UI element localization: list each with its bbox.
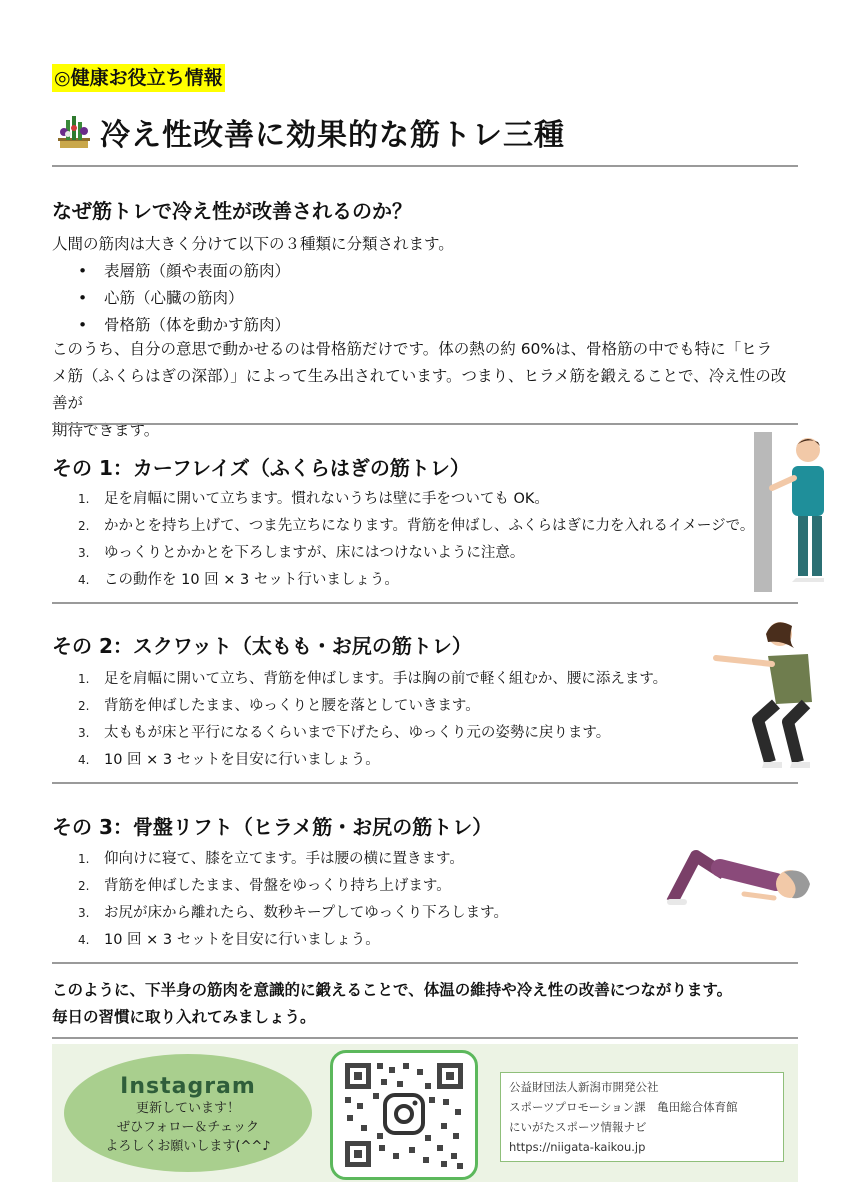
intro-body: [52, 336, 798, 444]
footer-panel: [52, 1044, 798, 1182]
org-site-name: にいがたスポーツ情報ナビ: [509, 1120, 647, 1134]
list-item: 4. 10 回 × 3 セットを目安に行いましょう。: [78, 932, 380, 948]
intro-lead: 人間の筋肉は大きく分けて以下の３種類に分類されます。: [52, 235, 454, 253]
instagram-line: 更新しています！: [135, 1101, 240, 1116]
closing-line: このように、下半身の筋肉を意識的に鍛えることで、体温の維持や冷え性の改善につながります。: [52, 981, 733, 999]
section-2-heading: その 2：スクワット（太もも・お尻の筋トレ）: [52, 634, 472, 658]
list-item: • 骨格筋（体を動かす筋肉）: [78, 312, 290, 339]
squat-illustration: [712, 612, 824, 772]
org-name: 公益財団法人新潟市開発公社: [509, 1080, 659, 1094]
title-row: [56, 110, 565, 154]
org-url-link[interactable]: https://niigata-kaikou.jp: [509, 1140, 646, 1154]
list-item: 1. 足を肩幅に開いて立ち、背筋を伸ばします。手は胸の前で軽く組むか、腰に添えます。: [78, 671, 668, 687]
list-item: 4. この動作を 10 回 × 3 セット行いましょう。: [78, 572, 399, 588]
qr-code-frame[interactable]: [330, 1050, 478, 1180]
divider: [52, 962, 798, 964]
calf-raise-illustration: [752, 432, 836, 592]
page-title: 冷え性改善に効果的な筋トレ三種: [100, 118, 565, 153]
section-3-steps: [78, 846, 508, 954]
section-1-heading: その 1：カーフレイズ（ふくらはぎの筋トレ）: [52, 456, 470, 480]
instagram-line: ぜひフォロー＆チェック: [117, 1120, 259, 1135]
divider: [52, 602, 798, 604]
list-item: 2. 背筋を伸ばしたまま、骨盤をゆっくり持ち上げます。: [78, 878, 451, 894]
instagram-line: よろしくお願いします(^^♪: [105, 1139, 271, 1154]
list-item: 2. かかとを持ち上げて、つま先立ちになります。背筋を伸ばし、ふくらはぎに力を入れるイメージで。: [78, 518, 755, 534]
intro-heading: なぜ筋トレで冷え性が改善されるのか？: [52, 199, 412, 223]
intro-body-line: このうち、自分の意思で動かせるのは骨格筋だけです。体の熱の約 60%は、骨格筋の中でも特に「ヒラ: [52, 340, 773, 358]
list-item: • 表層筋（顔や表面の筋肉）: [78, 258, 290, 285]
pelvic-lift-illustration: [664, 846, 812, 908]
kadomatsu-icon: [56, 114, 92, 150]
divider: [52, 1037, 798, 1039]
instagram-title: Instagram: [120, 1074, 256, 1099]
divider: [52, 423, 798, 425]
section-3-heading: その 3：骨盤リフト（ヒラメ筋・お尻の筋トレ）: [52, 815, 493, 839]
list-item: 1. 足を肩幅に開いて立ちます。慣れないうちは壁に手をついても OK。: [78, 491, 549, 507]
list-item: 3. 太ももが床と平行になるくらいまで下げたら、ゆっくり元の姿勢に戻ります。: [78, 725, 611, 741]
list-item: 3. お尻が床から離れたら、数秒キープしてゆっくり下ろします。: [78, 905, 508, 921]
instagram-bubble: [64, 1054, 312, 1172]
list-item: 1. 仰向けに寝て、膝を立てます。手は腰の横に置きます。: [78, 851, 464, 867]
organization-info: [500, 1072, 784, 1162]
section-2-steps: [78, 666, 667, 774]
closing-line: 毎日の習慣に取り入れてみましょう。: [52, 1008, 316, 1026]
instagram-qr-code[interactable]: [333, 1053, 475, 1177]
intro-body-line: 期待できます。: [52, 421, 160, 439]
divider: [52, 782, 798, 784]
category-tag: ◎健康お役立ち情報: [52, 64, 225, 92]
list-item: 2. 背筋を伸ばしたまま、ゆっくりと腰を落としていきます。: [78, 698, 480, 714]
list-item: • 心筋（心臓の筋肉）: [78, 285, 290, 312]
divider: [52, 165, 798, 167]
muscle-type-list: [78, 258, 290, 339]
list-item: 4. 10 回 × 3 セットを目安に行いましょう。: [78, 752, 380, 768]
list-item: 3. ゆっくりとかかとを下ろしますが、床にはつけないように注意。: [78, 545, 525, 561]
org-department: スポーツプロモーション課 亀田総合体育館: [509, 1100, 738, 1114]
closing-text: [52, 977, 798, 1031]
intro-body-line: メ筋（ふくらはぎの深部）」によって生み出されています。つまり、ヒラメ筋を鍛えることで、冷え性の改善が: [52, 367, 787, 412]
section-1-steps: [78, 486, 754, 594]
